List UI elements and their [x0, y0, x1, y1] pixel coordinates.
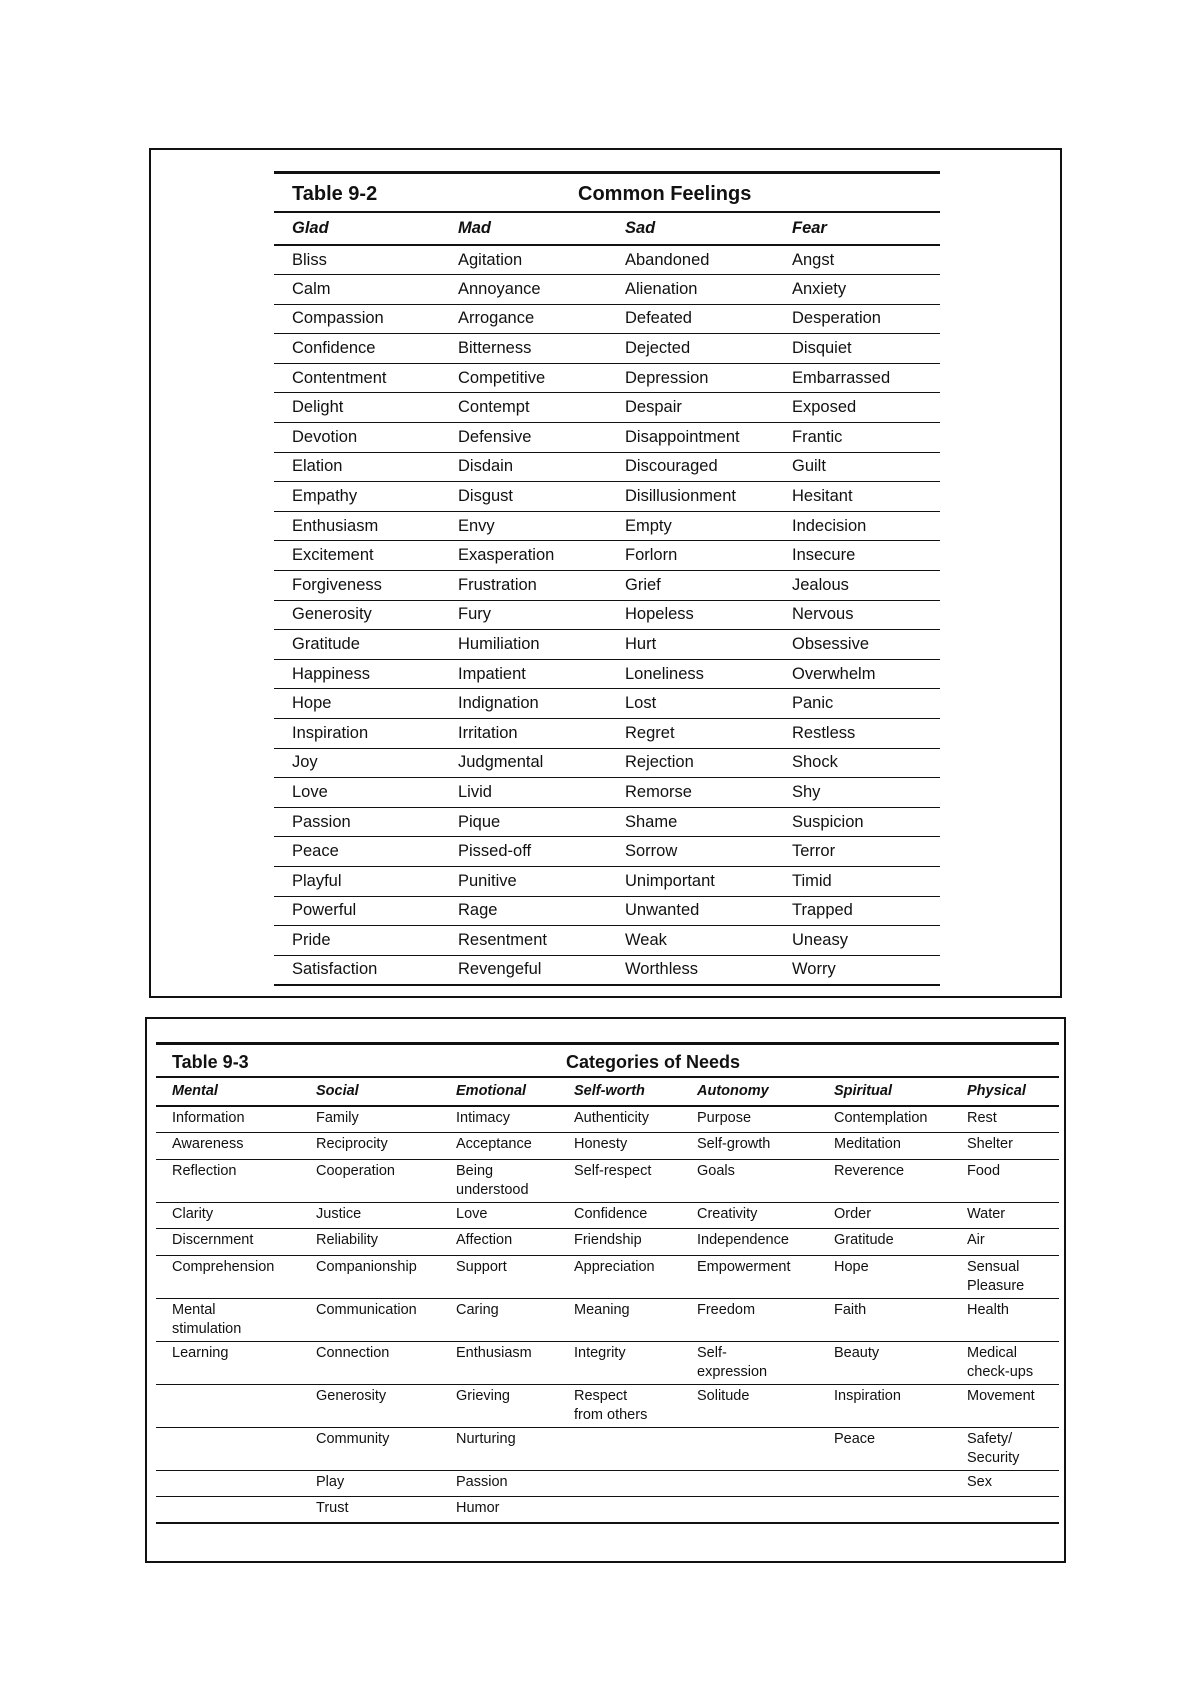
table-cell: Cooperation [300, 1159, 440, 1202]
categories-of-needs-frame [145, 1017, 1066, 1563]
table-cell: Delight [274, 393, 440, 423]
table-cell: Confidence [558, 1202, 681, 1229]
table-cell: Reflection [156, 1159, 300, 1202]
table-row [274, 423, 940, 453]
table-cell [156, 1427, 300, 1470]
table-cell: Acceptance [440, 1133, 558, 1160]
table-cell: Compassion [274, 304, 440, 334]
table-cell: Faith [818, 1298, 951, 1341]
table-cell: Support [440, 1255, 558, 1298]
table-number: Table 9-2 [292, 183, 378, 205]
table-row [156, 1384, 1059, 1427]
table-cell: Health [951, 1298, 1059, 1341]
table-cell: Goals [681, 1159, 818, 1202]
table-cell [558, 1427, 681, 1470]
table-cell: Inspiration [818, 1384, 951, 1427]
table-cell: Despair [607, 393, 774, 423]
table-cell: Defeated [607, 304, 774, 334]
table-cell: Defensive [440, 423, 607, 453]
table-cell: Love [440, 1202, 558, 1229]
table-cell: Enthusiasm [274, 511, 440, 541]
table-cell: Disillusionment [607, 482, 774, 512]
table-row [274, 334, 940, 364]
table-row [156, 1341, 1059, 1384]
table-cell: Solitude [681, 1384, 818, 1427]
table-row [274, 245, 940, 275]
column-header: Physical [951, 1078, 1059, 1106]
table-cell: Pique [440, 807, 607, 837]
table-cell: Frantic [774, 423, 940, 453]
table-cell: Grief [607, 571, 774, 601]
table-cell: Pride [274, 926, 440, 956]
table-cell: Mental stimulation [156, 1298, 300, 1341]
table-cell: Calm [274, 275, 440, 305]
table-cell: Meditation [818, 1133, 951, 1160]
table-cell: Hope [818, 1255, 951, 1298]
table-row [274, 541, 940, 571]
table-caption [156, 1042, 1059, 1078]
table-cell: Happiness [274, 659, 440, 689]
table-cell [156, 1384, 300, 1427]
table-cell: Disgust [440, 482, 607, 512]
table-row [274, 511, 940, 541]
table-cell: Bliss [274, 245, 440, 275]
table-cell: Connection [300, 1341, 440, 1384]
table-cell: Empathy [274, 482, 440, 512]
table-cell: Irritation [440, 719, 607, 749]
table-title: Categories of Needs [566, 1052, 741, 1072]
table-cell: Intimacy [440, 1106, 558, 1133]
table-cell: Communication [300, 1298, 440, 1341]
table-row [274, 600, 940, 630]
table-cell: Friendship [558, 1229, 681, 1256]
table-cell: Hope [274, 689, 440, 719]
table-cell: Being understood [440, 1159, 558, 1202]
table-cell: Envy [440, 511, 607, 541]
table-row [274, 778, 940, 808]
column-header: Self-worth [558, 1078, 681, 1106]
table-cell: Nervous [774, 600, 940, 630]
table-cell: Learning [156, 1341, 300, 1384]
table-row [274, 452, 940, 482]
table-cell: Excitement [274, 541, 440, 571]
table-cell: Exasperation [440, 541, 607, 571]
table-cell: Medical check-ups [951, 1341, 1059, 1384]
table-cell: Exposed [774, 393, 940, 423]
table-cell: Punitive [440, 866, 607, 896]
table-cell: Shame [607, 807, 774, 837]
table-cell: Forgiveness [274, 571, 440, 601]
table-cell: Clarity [156, 1202, 300, 1229]
table-cell: Information [156, 1106, 300, 1133]
table-row [156, 1106, 1059, 1133]
table-cell: Alienation [607, 275, 774, 305]
table-cell: Inspiration [274, 719, 440, 749]
table-cell [558, 1470, 681, 1497]
table-cell: Independence [681, 1229, 818, 1256]
column-header: Social [300, 1078, 440, 1106]
table-cell: Terror [774, 837, 940, 867]
table-cell: Confidence [274, 334, 440, 364]
common-feelings-table [274, 171, 940, 986]
table-row [274, 275, 940, 305]
table-cell: Grieving [440, 1384, 558, 1427]
table-cell [156, 1470, 300, 1497]
table-cell: Satisfaction [274, 955, 440, 985]
table-cell: Empowerment [681, 1255, 818, 1298]
table-cell: Sorrow [607, 837, 774, 867]
table-cell: Honesty [558, 1133, 681, 1160]
table-cell [681, 1497, 818, 1524]
table-cell: Livid [440, 778, 607, 808]
table-cell: Contempt [440, 393, 607, 423]
table-cell: Trust [300, 1497, 440, 1524]
table-cell: Annoyance [440, 275, 607, 305]
table-cell: Self-respect [558, 1159, 681, 1202]
table-row [156, 1133, 1059, 1160]
table-cell: Play [300, 1470, 440, 1497]
table-row [274, 304, 940, 334]
table-cell: Air [951, 1229, 1059, 1256]
table-cell: Love [274, 778, 440, 808]
table-cell: Elation [274, 452, 440, 482]
table-cell: Comprehension [156, 1255, 300, 1298]
table-row [156, 1202, 1059, 1229]
table-cell [818, 1497, 951, 1524]
table-cell [818, 1470, 951, 1497]
table-cell: Beauty [818, 1341, 951, 1384]
column-header: Spiritual [818, 1078, 951, 1106]
header-row [274, 213, 940, 245]
table-cell: Uneasy [774, 926, 940, 956]
table-cell: Suspicion [774, 807, 940, 837]
table-cell: Humor [440, 1497, 558, 1524]
table-cell: Freedom [681, 1298, 818, 1341]
table-cell: Creativity [681, 1202, 818, 1229]
table-row [156, 1497, 1059, 1524]
table-cell: Worry [774, 955, 940, 985]
table-cell: Anxiety [774, 275, 940, 305]
table-cell: Trapped [774, 896, 940, 926]
table-cell: Shelter [951, 1133, 1059, 1160]
table-cell: Resentment [440, 926, 607, 956]
table-cell: Abandoned [607, 245, 774, 275]
table-cell: Unwanted [607, 896, 774, 926]
table-cell: Competitive [440, 363, 607, 393]
table-row [156, 1255, 1059, 1298]
table-cell: Pissed-off [440, 837, 607, 867]
table-row [274, 896, 940, 926]
header-row [156, 1078, 1059, 1106]
table-cell: Enthusiasm [440, 1341, 558, 1384]
table-cell: Companionship [300, 1255, 440, 1298]
table-title: Common Feelings [578, 183, 752, 205]
table-cell: Frustration [440, 571, 607, 601]
table-cell: Caring [440, 1298, 558, 1341]
table-cell: Rage [440, 896, 607, 926]
table-cell: Impatient [440, 659, 607, 689]
table-cell: Sex [951, 1470, 1059, 1497]
table-cell: Reciprocity [300, 1133, 440, 1160]
table-cell: Bitterness [440, 334, 607, 364]
table-cell: Devotion [274, 423, 440, 453]
table-cell: Purpose [681, 1106, 818, 1133]
table-cell: Rejection [607, 748, 774, 778]
table-cell: Gratitude [818, 1229, 951, 1256]
table-cell: Depression [607, 363, 774, 393]
table-cell: Discouraged [607, 452, 774, 482]
table-cell: Hurt [607, 630, 774, 660]
table-cell: Sensual Pleasure [951, 1255, 1059, 1298]
table-cell: Indignation [440, 689, 607, 719]
table-row [156, 1470, 1059, 1497]
table-cell: Meaning [558, 1298, 681, 1341]
table-cell: Passion [440, 1470, 558, 1497]
table-cell: Nurturing [440, 1427, 558, 1470]
table-cell: Disquiet [774, 334, 940, 364]
table-cell: Remorse [607, 778, 774, 808]
table-cell: Awareness [156, 1133, 300, 1160]
table-cell: Food [951, 1159, 1059, 1202]
table-cell: Water [951, 1202, 1059, 1229]
column-header: Autonomy [681, 1078, 818, 1106]
table-cell [951, 1497, 1059, 1524]
table-cell: Jealous [774, 571, 940, 601]
table-cell: Insecure [774, 541, 940, 571]
table-row [156, 1427, 1059, 1470]
table-cell: Community [300, 1427, 440, 1470]
table-cell: Revengeful [440, 955, 607, 985]
table-row [274, 955, 940, 985]
table-cell: Peace [274, 837, 440, 867]
table-cell: Indecision [774, 511, 940, 541]
table-cell: Family [300, 1106, 440, 1133]
table-row [274, 689, 940, 719]
table-cell: Rest [951, 1106, 1059, 1133]
table-cell: Overwhelm [774, 659, 940, 689]
table-cell: Affection [440, 1229, 558, 1256]
table-cell: Joy [274, 748, 440, 778]
table-row [274, 363, 940, 393]
table-row [274, 630, 940, 660]
table-cell [558, 1497, 681, 1524]
table-cell: Agitation [440, 245, 607, 275]
table-cell: Loneliness [607, 659, 774, 689]
table-cell: Generosity [300, 1384, 440, 1427]
table-cell: Lost [607, 689, 774, 719]
table-cell: Gratitude [274, 630, 440, 660]
table-cell [156, 1497, 300, 1524]
table-cell: Powerful [274, 896, 440, 926]
table-cell: Restless [774, 719, 940, 749]
table-row [274, 837, 940, 867]
table-row [156, 1229, 1059, 1256]
table-cell: Passion [274, 807, 440, 837]
table-cell: Panic [774, 689, 940, 719]
table-row [274, 926, 940, 956]
table-cell: Shock [774, 748, 940, 778]
table-cell: Obsessive [774, 630, 940, 660]
table-cell: Contemplation [818, 1106, 951, 1133]
column-header: Emotional [440, 1078, 558, 1106]
table-row [274, 393, 940, 423]
column-header: Mad [440, 213, 607, 245]
column-header: Mental [156, 1078, 300, 1106]
table-cell: Guilt [774, 452, 940, 482]
table-cell: Integrity [558, 1341, 681, 1384]
table-row [274, 659, 940, 689]
table-cell: Empty [607, 511, 774, 541]
table-cell: Dejected [607, 334, 774, 364]
table-cell: Humiliation [440, 630, 607, 660]
table-cell [681, 1427, 818, 1470]
table-cell: Order [818, 1202, 951, 1229]
table-number: Table 9-3 [172, 1052, 249, 1072]
table-cell: Reverence [818, 1159, 951, 1202]
table-cell: Hopeless [607, 600, 774, 630]
table-cell: Justice [300, 1202, 440, 1229]
table-cell [681, 1470, 818, 1497]
table-cell: Movement [951, 1384, 1059, 1427]
table-cell: Arrogance [440, 304, 607, 334]
table-cell: Hesitant [774, 482, 940, 512]
categories-of-needs-table [156, 1042, 1059, 1524]
table-row [274, 719, 940, 749]
table-cell: Fury [440, 600, 607, 630]
table-cell: Embarrassed [774, 363, 940, 393]
table-cell: Respect from others [558, 1384, 681, 1427]
column-header: Sad [607, 213, 774, 245]
common-feelings-frame [149, 148, 1062, 998]
table-row [274, 571, 940, 601]
column-header: Fear [774, 213, 940, 245]
table-cell: Desperation [774, 304, 940, 334]
column-header: Glad [274, 213, 440, 245]
table-row [274, 866, 940, 896]
table-row [156, 1298, 1059, 1341]
table-cell: Disappointment [607, 423, 774, 453]
table-cell: Safety/ Security [951, 1427, 1059, 1470]
table-caption [274, 171, 940, 213]
table-cell: Self- expression [681, 1341, 818, 1384]
table-cell: Playful [274, 866, 440, 896]
table-cell: Worthless [607, 955, 774, 985]
table-cell: Contentment [274, 363, 440, 393]
table-cell: Discernment [156, 1229, 300, 1256]
table-row [274, 807, 940, 837]
table-cell: Shy [774, 778, 940, 808]
table-cell: Angst [774, 245, 940, 275]
table-cell: Regret [607, 719, 774, 749]
table-cell: Weak [607, 926, 774, 956]
table-cell: Unimportant [607, 866, 774, 896]
table-cell: Judgmental [440, 748, 607, 778]
table-row [274, 748, 940, 778]
table-row [274, 482, 940, 512]
table-cell: Forlorn [607, 541, 774, 571]
table-cell: Peace [818, 1427, 951, 1470]
table-cell: Authenticity [558, 1106, 681, 1133]
table-cell: Reliability [300, 1229, 440, 1256]
table-cell: Timid [774, 866, 940, 896]
table-row [156, 1159, 1059, 1202]
table-cell: Appreciation [558, 1255, 681, 1298]
table-cell: Disdain [440, 452, 607, 482]
table-cell: Self-growth [681, 1133, 818, 1160]
table-cell: Generosity [274, 600, 440, 630]
